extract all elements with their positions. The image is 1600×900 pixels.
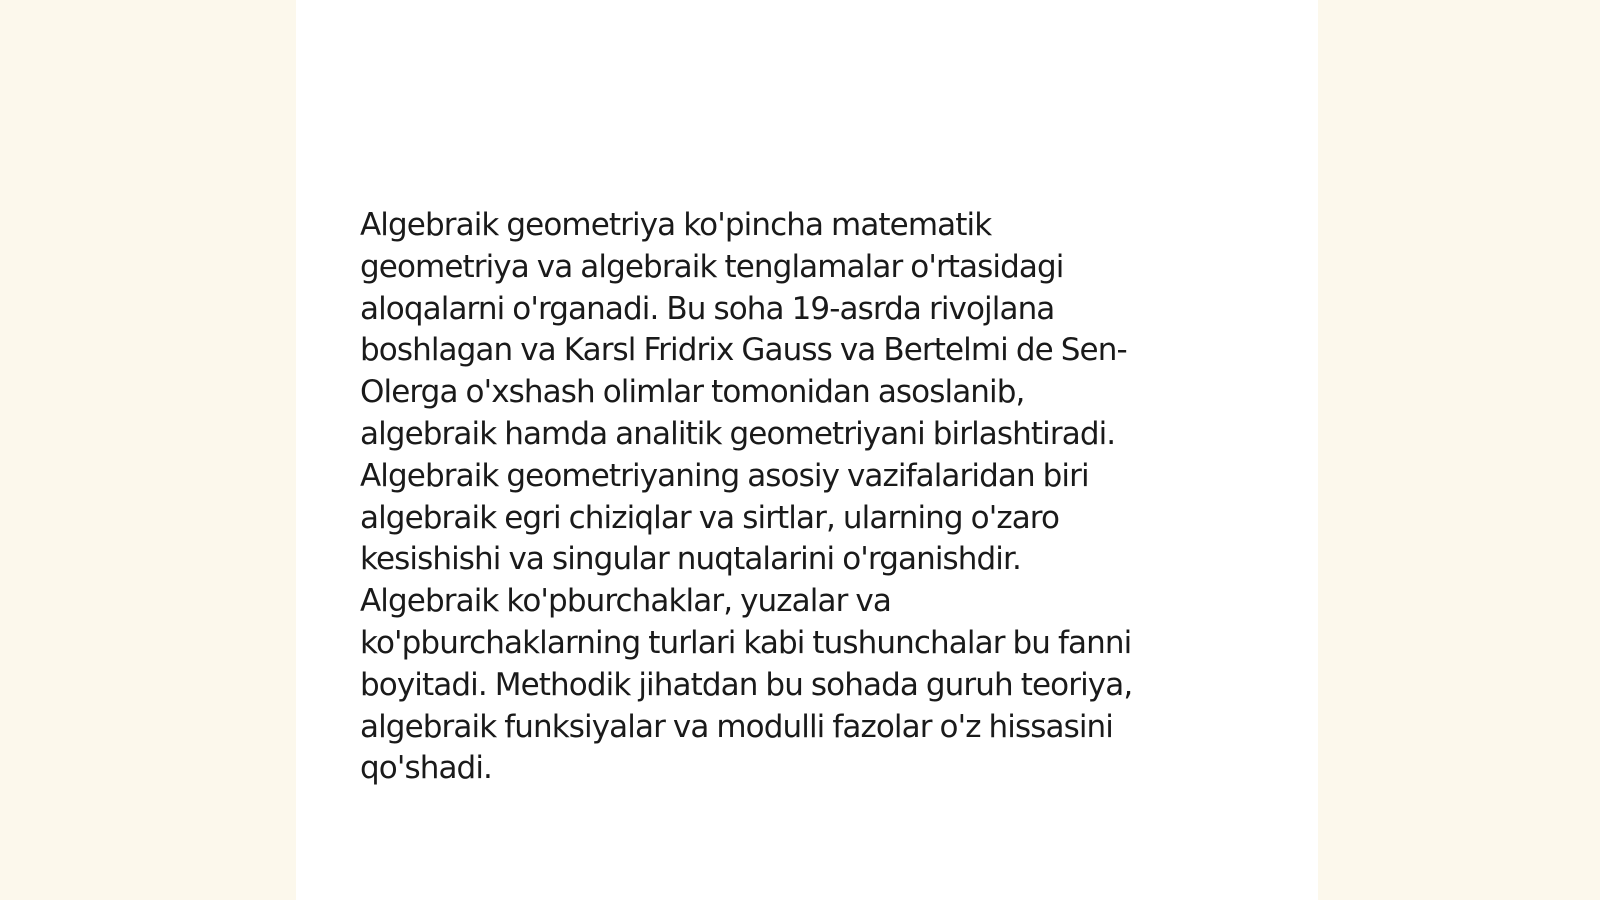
body-paragraph: Algebraik geometriya ko'pincha matematik geometriya va algebraik tenglamalar o'rtasidagi aloqalarni o'rganadi. Bu soha 19-asrda rivojlana boshlagan va Karsl Fridrix Gauss va Bertelmi de Sen- Olerga o'xshash olimlar tomonidan asoslanib, algebraik hamda analitik geometriyani birlashtiradi. Algebraik geometriyaning asosiy vazifalaridan biri algebraik egri chiziqlar va sirtlar, ularning o'zaro kesishishi va singular nuqtalarini o'rganishdir. Algebraik ko'pburchaklar, yuzalar va ko'pburchaklarning turlari kabi tushunchalar bu fanni boyitadi. Methodik jihatdan bu sohada guruh teoriya, algebraik funksiyalar va modulli fazolar o'z hissasini qo'shadi. [360,207,1133,787]
document-page [296,0,1318,900]
